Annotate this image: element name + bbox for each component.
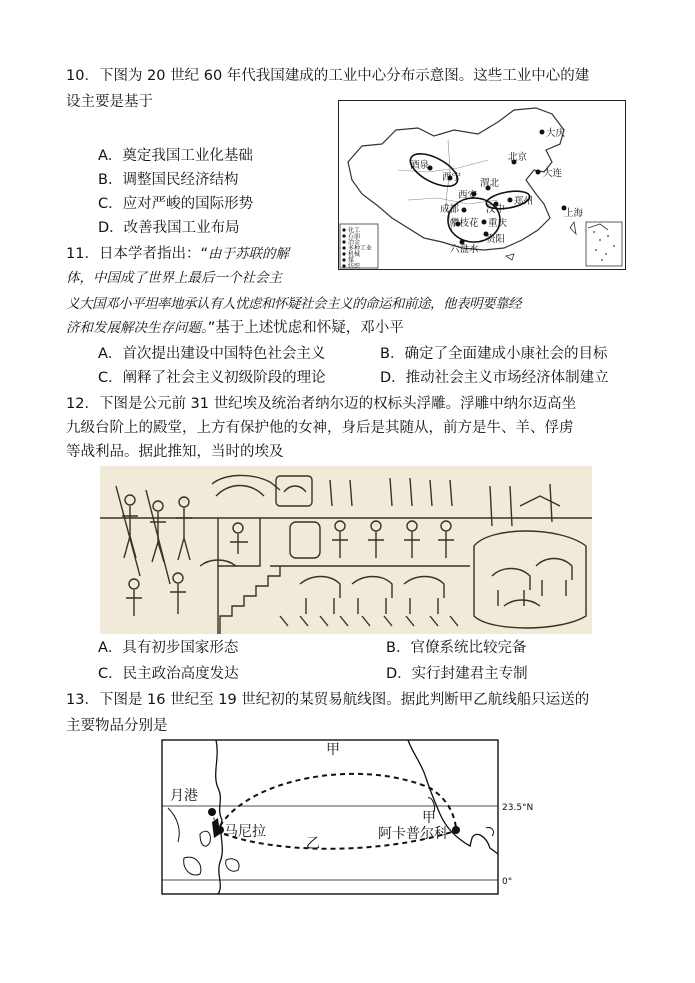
- city-chongqing: 重庆: [488, 218, 508, 229]
- legend-coal: 煤: [348, 257, 355, 264]
- lat-equator-label: 0°: [502, 877, 513, 887]
- city-xian: 西安: [458, 190, 478, 201]
- city-zhengzhou: 郑州: [514, 196, 534, 207]
- route-jia-end-label: 甲: [422, 810, 436, 826]
- q11-option-b[interactable]: B．确定了全面建成小康社会的目标: [380, 346, 608, 362]
- q12-option-b[interactable]: B．官僚系统比较完备: [386, 640, 527, 656]
- legend-machinery: 机械: [348, 251, 361, 258]
- city-panzhihua: 攀枝花: [450, 218, 479, 229]
- q11-stem-line2: 体，中国成了世界上最后一个社会主: [66, 270, 282, 286]
- q12-stem-line3: 等战利品。据此推知，当时的埃及: [66, 444, 284, 460]
- china-industry-map: [338, 100, 626, 270]
- port-yuegang: 月港: [170, 788, 198, 804]
- q10-option-b[interactable]: B．调整国民经济结构: [98, 172, 239, 188]
- city-weibei: 渭北: [480, 178, 500, 189]
- q10-option-a[interactable]: A．奠定我国工业化基础: [98, 148, 253, 164]
- city-jiuquan: 酒泉: [410, 160, 430, 171]
- port-manila: 马尼拉: [224, 824, 266, 840]
- narmer-relief-image: [100, 466, 592, 634]
- q10-stem-line2: 设主要是基于: [66, 94, 153, 110]
- q13-stem-line1: 13．下图是 16 世纪至 19 世纪初的某贸易航线图。据此判断甲乙航线船只运送的: [66, 692, 590, 708]
- q10-option-d[interactable]: D．改善我国工业布局: [98, 220, 240, 236]
- lat-tropic-label: 23.5°N: [502, 803, 534, 813]
- trade-route-map: [160, 738, 540, 898]
- q10-option-c[interactable]: C．应对严峻的国际形势: [98, 196, 254, 212]
- q12-option-d[interactable]: D．实行封建君主专制: [386, 666, 528, 682]
- q11-stem-line4: [66, 318, 404, 338]
- legend-chemical: 化工: [348, 227, 361, 234]
- q11-quote-start: 由于苏联的解: [207, 246, 289, 262]
- q11-option-c[interactable]: C．阐释了社会主义初级阶段的理论: [98, 370, 326, 386]
- city-beijing: 北京: [508, 152, 528, 163]
- city-daqing: 大庆: [546, 128, 566, 139]
- q11-stem-tail: ”基于上述忧虑和怀疑，邓小平: [207, 320, 404, 336]
- city-guiyang: 贵阳: [486, 234, 506, 245]
- city-dalian: 大连: [543, 168, 563, 179]
- legend-metallurgy: 冶金: [348, 239, 361, 246]
- legend-multi-industry: 多种工业: [348, 245, 373, 252]
- q12-stem-line1: 12．下图是公元前 31 世纪埃及统治者纳尔迈的权标头浮雕。浮雕中纳尔迈高坐: [66, 396, 577, 412]
- city-chengdu: 成都: [440, 204, 460, 215]
- q11-stem-line1: [66, 244, 289, 264]
- q11-option-d[interactable]: D．推动社会主义市场经济体制建立: [380, 370, 609, 386]
- legend-oil: 石油: [348, 233, 361, 240]
- legend-textile: 纺织: [348, 263, 361, 270]
- city-hanzhong: 汉中: [486, 204, 506, 215]
- route-yi-label: 乙: [306, 836, 320, 852]
- q12-option-a[interactable]: A．具有初步国家形态: [98, 640, 239, 656]
- city-shanghai: 上海: [564, 208, 584, 219]
- port-acapulco: 阿卡普尔科: [378, 826, 448, 842]
- q12-option-c[interactable]: C．民主政治高度发达: [98, 666, 239, 682]
- q13-stem-line2: 主要物品分别是: [66, 718, 168, 734]
- city-liupanshui: 六盘水: [450, 244, 479, 255]
- q11-stem-line3: 义大国邓小平坦率地承认有人忧虑和怀疑社会主义的命运和前途，他表明要靠经: [66, 296, 521, 312]
- route-jia-label: 甲: [326, 742, 340, 758]
- q11-stem-line1-lead: 11．日本学者指出：“: [66, 246, 208, 262]
- city-xining: 西宁: [442, 172, 462, 183]
- q12-stem-line2: 九级台阶上的殿堂，上方有保护他的女神，身后是其随从，前方是牛、羊、俘虏: [66, 420, 574, 436]
- q11-quote-end: 济和发展解决生存问题。: [66, 320, 208, 336]
- q10-stem-line1: 10．下图为 20 世纪 60 年代我国建成的工业中心分布示意图。这些工业中心的建: [66, 68, 590, 84]
- q11-option-a[interactable]: A．首次提出建设中国特色社会主义: [98, 346, 326, 362]
